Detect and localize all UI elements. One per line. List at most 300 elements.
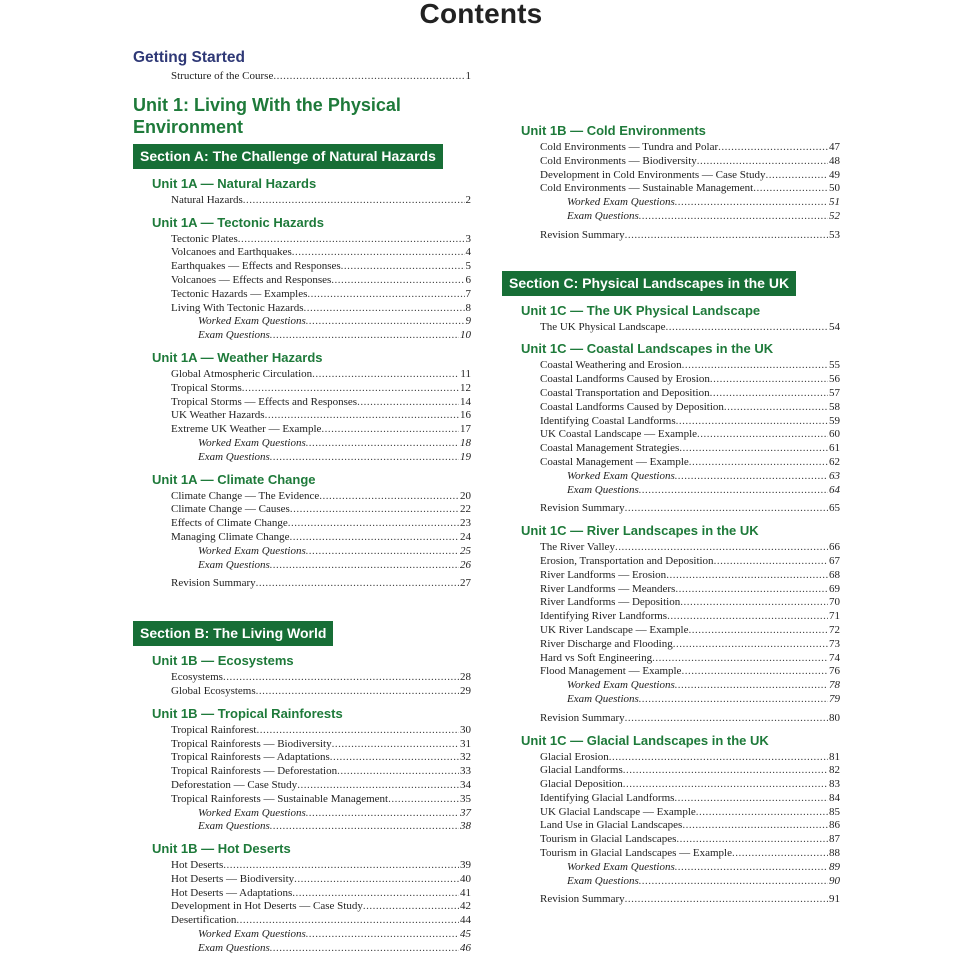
dot-leader	[307, 288, 464, 302]
entry-title: Global Atmospheric Circulation	[171, 367, 313, 380]
toc-entry	[567, 484, 840, 498]
dot-leader	[718, 141, 828, 155]
entry-title: Tropical Storms — Effects and Responses	[171, 395, 358, 408]
dot-leader	[236, 914, 459, 928]
toc-entry	[171, 900, 471, 914]
entry-title: Glacial Erosion	[540, 750, 609, 763]
entry-title: Worked Exam Questions	[198, 315, 306, 328]
toc-entry	[540, 893, 840, 907]
toc-entry	[171, 233, 471, 247]
entry-page-number: 11	[460, 367, 471, 380]
entry-page-number: 12	[460, 381, 471, 394]
entry-page-number: 38	[460, 820, 471, 833]
dot-leader	[675, 470, 828, 484]
dot-leader	[666, 569, 828, 583]
entry-title: Living With Tectonic Hazards	[171, 301, 304, 314]
entry-page-number: 58	[829, 400, 840, 413]
hot-deserts-heading: Unit 1B — Hot Deserts	[152, 841, 291, 857]
entry-title: Worked Exam Questions	[567, 196, 675, 209]
toc-entry	[171, 288, 471, 302]
coastal-landscapes-heading: Unit 1C — Coastal Landscapes in the UK	[521, 341, 774, 357]
entry-page-number: 8	[465, 301, 471, 314]
entry-title: Worked Exam Questions	[198, 436, 306, 449]
entry-title: Extreme UK Weather — Example	[171, 423, 322, 436]
entry-title: Exam Questions	[198, 941, 270, 954]
dot-leader	[319, 490, 459, 504]
entry-page-number: 31	[460, 737, 471, 750]
entry-title: Tropical Storms	[171, 381, 242, 394]
toc-entry	[540, 229, 840, 243]
entry-title: Hot Deserts — Biodiversity	[171, 872, 295, 885]
dot-leader	[256, 724, 459, 738]
toc-entry	[540, 456, 840, 470]
coastal-landscapes-entries	[502, 359, 840, 516]
dot-leader	[331, 274, 464, 288]
entry-title: Coastal Management Strategies	[540, 442, 680, 455]
entry-page-number: 4	[465, 246, 471, 259]
entry-title: Development in Hot Deserts — Case Study	[171, 900, 363, 913]
cold-environments-heading: Unit 1B — Cold Environments	[521, 123, 706, 138]
entry-title: Coastal Landforms Caused by Deposition	[540, 400, 724, 413]
dot-leader	[306, 545, 459, 559]
entry-title: Natural Hazards	[171, 193, 243, 206]
entry-page-number: 66	[829, 541, 840, 554]
dot-leader	[238, 233, 465, 247]
entry-title: Worked Exam Questions	[567, 679, 675, 692]
toc-entry	[567, 470, 840, 484]
ecosystems-entries	[133, 671, 471, 699]
section-b-banner: Section B: The Living World	[133, 621, 333, 646]
climate-change-heading: Unit 1A — Climate Change	[152, 471, 316, 487]
entry-title: Exam Questions	[198, 450, 270, 463]
entry-title: Tectonic Plates	[171, 232, 238, 245]
toc-entry	[567, 679, 840, 693]
entry-title: Hard vs Soft Engineering	[540, 651, 653, 664]
entry-page-number: 17	[460, 423, 471, 436]
natural-hazards-entries	[133, 194, 471, 208]
entry-page-number: 55	[829, 359, 840, 372]
entry-page-number: 18	[460, 436, 471, 449]
dot-leader	[689, 456, 828, 470]
entry-page-number: 1	[465, 70, 471, 82]
toc-entry	[540, 778, 840, 792]
entry-title: Worked Exam Questions	[567, 469, 675, 482]
entry-title: Volcanoes — Effects and Responses	[171, 273, 332, 286]
dot-leader	[639, 210, 828, 224]
entry-page-number: 23	[460, 517, 471, 530]
entry-page-number: 45	[460, 928, 471, 941]
entry-title: Ecosystems	[171, 671, 223, 684]
toc-entry	[540, 583, 840, 597]
dot-leader	[682, 819, 828, 833]
toc-entry	[540, 751, 840, 765]
toc-entry	[540, 665, 840, 679]
uk-physical-landscape-heading: Unit 1C — The UK Physical Landscape	[521, 302, 761, 318]
dot-leader	[388, 793, 459, 807]
entry-page-number: 56	[829, 373, 840, 386]
entry-page-number: 44	[460, 914, 471, 927]
entry-page-number: 71	[829, 610, 840, 623]
toc-entry	[567, 875, 840, 889]
entry-page-number: 20	[460, 489, 471, 502]
weather-hazards-entries	[133, 368, 471, 465]
entry-title: Revision Summary	[540, 228, 625, 241]
dot-leader	[265, 409, 459, 423]
entry-title: Effects of Climate Change	[171, 517, 288, 530]
toc-entry	[198, 820, 471, 834]
entry-title: UK Coastal Landscape — Example	[540, 428, 698, 441]
entry-page-number: 26	[460, 558, 471, 571]
dot-leader	[623, 764, 828, 778]
toc-entry	[540, 155, 840, 169]
entry-title: Exam Questions	[198, 820, 270, 833]
dot-leader	[724, 401, 828, 415]
toc-entry	[171, 738, 471, 752]
entry-title: Hot Deserts	[171, 859, 224, 872]
dot-leader	[223, 671, 459, 685]
entry-page-number: 84	[829, 791, 840, 804]
entry-page-number: 85	[829, 805, 840, 818]
toc-entry	[171, 751, 471, 765]
toc-entry	[198, 942, 471, 956]
entry-title: Revision Summary	[540, 502, 625, 515]
entry-title: Hot Deserts — Adaptations	[171, 886, 293, 899]
entry-title: Coastal Weathering and Erosion	[540, 359, 682, 372]
entry-title: Identifying River Landforms	[540, 610, 668, 623]
entry-page-number: 63	[829, 469, 840, 482]
entry-page-number: 41	[460, 886, 471, 899]
entry-page-number: 70	[829, 596, 840, 609]
entry-title: Revision Summary	[540, 893, 625, 906]
natural-hazards-heading: Unit 1A — Natural Hazards	[152, 175, 317, 191]
dot-leader	[306, 315, 465, 329]
toc-entry	[171, 793, 471, 807]
weather-hazards-heading: Unit 1A — Weather Hazards	[152, 349, 323, 365]
toc-entry	[540, 555, 840, 569]
toc-entry	[540, 819, 840, 833]
dot-leader	[357, 396, 459, 410]
entry-page-number: 25	[460, 544, 471, 557]
entry-title: River Landforms — Deposition	[540, 596, 681, 609]
entry-page-number: 86	[829, 819, 840, 832]
entry-page-number: 47	[829, 141, 840, 153]
entry-title: Coastal Landforms Caused by Erosion	[540, 373, 710, 386]
toc-entry	[540, 833, 840, 847]
entry-page-number: 29	[460, 684, 471, 697]
river-landscapes-heading: Unit 1C — River Landscapes in the UK	[521, 523, 759, 539]
dot-leader	[697, 155, 828, 169]
entry-title: Tropical Rainforests — Deforestation	[171, 765, 338, 778]
entry-page-number: 64	[829, 483, 840, 496]
section-c-banner: Section C: Physical Landscapes in the UK	[502, 271, 796, 296]
dot-leader	[312, 368, 459, 382]
dot-leader	[697, 428, 828, 442]
entry-page-number: 22	[460, 503, 471, 516]
toc-entry	[540, 415, 840, 429]
entry-page-number: 67	[829, 554, 840, 567]
section-a-banner: Section A: The Challenge of Natural Hazards	[133, 144, 443, 169]
dot-leader	[256, 685, 459, 699]
toc-entry	[567, 196, 840, 210]
toc-entry	[540, 610, 840, 624]
dot-leader	[625, 229, 828, 243]
dot-leader	[290, 503, 459, 517]
toc-entry	[540, 541, 840, 555]
toc-entry	[540, 847, 840, 861]
entry-title: River Landforms — Meanders	[540, 582, 676, 595]
entry-page-number: 3	[465, 232, 471, 245]
tectonic-hazards-entries	[133, 233, 471, 343]
dot-leader	[337, 765, 459, 779]
toc-entry	[198, 451, 471, 465]
dot-leader	[306, 807, 459, 821]
entry-page-number: 57	[829, 386, 840, 399]
entry-title: Earthquakes — Effects and Responses	[171, 260, 341, 273]
dot-leader	[675, 583, 828, 597]
entry-page-number: 78	[829, 679, 840, 692]
entry-page-number: 24	[460, 530, 471, 543]
dot-leader	[652, 652, 828, 666]
toc-entry	[171, 274, 471, 288]
dot-leader	[321, 423, 459, 437]
dot-leader	[294, 873, 459, 887]
entry-page-number: 90	[829, 874, 840, 887]
river-landscapes-entries	[502, 541, 840, 725]
dot-leader	[625, 502, 828, 516]
dot-leader	[223, 859, 459, 873]
entry-page-number: 48	[829, 154, 840, 167]
toc-entry	[171, 914, 471, 928]
toc-entry	[171, 685, 471, 699]
dot-leader	[297, 779, 459, 793]
climate-change-entries	[133, 490, 471, 592]
toc-entry	[171, 194, 471, 208]
entry-title: River Landforms — Erosion	[540, 568, 667, 581]
entry-page-number: 89	[829, 860, 840, 873]
toc-entry	[171, 368, 471, 382]
entry-page-number: 62	[829, 455, 840, 468]
entry-page-number: 7	[465, 287, 471, 300]
entry-title: Tropical Rainforests — Sustainable Management	[171, 792, 389, 805]
toc-entry	[171, 503, 471, 517]
dot-leader	[303, 302, 464, 316]
entry-page-number: 50	[829, 182, 840, 195]
entry-title: Coastal Management — Example	[540, 455, 689, 468]
glacial-landscapes-heading: Unit 1C — Glacial Landscapes in the UK	[521, 732, 769, 748]
toc-entry	[171, 246, 471, 260]
toc-entry	[567, 861, 840, 875]
entry-title: Worked Exam Questions	[198, 544, 306, 557]
toc-entry	[540, 442, 840, 456]
entry-title: Worked Exam Questions	[198, 928, 306, 941]
entry-page-number: 69	[829, 582, 840, 595]
toc-entry	[198, 315, 471, 329]
toc-entry	[540, 792, 840, 806]
entry-page-number: 51	[829, 196, 840, 209]
toc-entry	[540, 141, 840, 155]
toc-entry	[171, 724, 471, 738]
dot-leader	[710, 387, 828, 401]
entry-page-number: 5	[465, 260, 471, 273]
entry-title: Glacial Landforms	[540, 764, 623, 777]
dot-leader	[753, 182, 828, 196]
dot-leader	[270, 820, 459, 834]
entry-title: Identifying Coastal Landforms	[540, 414, 676, 427]
dot-leader	[674, 792, 828, 806]
toc-entry	[540, 182, 840, 196]
entry-page-number: 80	[829, 711, 840, 724]
entry-title: Desertification	[171, 914, 237, 927]
entry-page-number: 91	[829, 893, 840, 906]
dot-leader	[273, 70, 464, 84]
toc-entry	[540, 502, 840, 516]
left-column	[133, 48, 471, 962]
entry-page-number: 37	[460, 806, 471, 819]
entry-page-number: 16	[460, 409, 471, 422]
page-title: Contents	[419, 0, 543, 29]
toc-entry	[540, 321, 840, 335]
entry-title: Land Use in Glacial Landscapes	[540, 819, 683, 832]
toc-entry	[540, 401, 840, 415]
entry-page-number: 10	[460, 329, 471, 342]
getting-started-heading: Getting Started	[133, 49, 245, 66]
toc-entry	[567, 693, 840, 707]
entry-title: Flood Management — Example	[540, 665, 682, 678]
toc-entry	[540, 764, 840, 778]
toc-entry	[171, 382, 471, 396]
toc-entry	[567, 210, 840, 224]
toc-entry	[171, 260, 471, 274]
dot-leader	[363, 900, 459, 914]
toc-entry	[540, 806, 840, 820]
entry-page-number: 19	[460, 450, 471, 463]
entry-page-number: 82	[829, 764, 840, 777]
glacial-landscapes-entries	[502, 751, 840, 908]
dot-leader	[675, 196, 828, 210]
entry-title: Exam Questions	[567, 483, 639, 496]
toc-entry	[171, 873, 471, 887]
toc-entry	[171, 531, 471, 545]
entry-page-number: 74	[829, 651, 840, 664]
dot-leader	[615, 541, 828, 555]
dot-leader	[306, 437, 459, 451]
cold-environments-entries	[502, 141, 840, 243]
dot-leader	[675, 679, 828, 693]
toc-entry	[171, 423, 471, 437]
dot-leader	[330, 751, 459, 765]
dot-leader	[639, 484, 828, 498]
entry-page-number: 6	[465, 273, 471, 286]
entry-title: Exam Questions	[198, 558, 270, 571]
entry-page-number: 9	[465, 315, 471, 328]
entry-page-number: 42	[460, 900, 471, 913]
dot-leader	[242, 382, 459, 396]
entry-title: River Discharge and Flooding	[540, 637, 673, 650]
tropical-rainforests-entries	[133, 724, 471, 834]
toc-entry	[198, 437, 471, 451]
entry-title: UK River Landscape — Example	[540, 623, 689, 636]
toc-entry	[171, 671, 471, 685]
dot-leader	[292, 887, 459, 901]
entry-title: Deforestation — Case Study	[171, 778, 298, 791]
dot-leader	[256, 577, 459, 591]
toc-entry	[171, 779, 471, 793]
dot-leader	[609, 751, 828, 765]
toc-entry	[171, 577, 471, 591]
tectonic-hazards-heading: Unit 1A — Tectonic Hazards	[152, 214, 324, 230]
toc-entry	[171, 887, 471, 901]
hot-deserts-entries	[133, 859, 471, 956]
entry-page-number: 60	[829, 428, 840, 441]
toc-entry	[540, 169, 840, 183]
toc-entry	[171, 765, 471, 779]
entry-page-number: 33	[460, 765, 471, 778]
entry-title: Revision Summary	[171, 577, 256, 590]
entry-page-number: 27	[460, 577, 471, 590]
toc-entry	[540, 569, 840, 583]
entry-page-number: 59	[829, 414, 840, 427]
dot-leader	[623, 778, 828, 792]
entry-page-number: 88	[829, 847, 840, 860]
entry-title: Tourism in Glacial Landscapes — Example	[540, 847, 732, 860]
entry-page-number: 46	[460, 941, 471, 954]
uk-physical-landscape-entries	[502, 321, 840, 335]
entry-page-number: 39	[460, 859, 471, 872]
toc-entry	[540, 359, 840, 373]
entry-title: Glacial Deposition	[540, 778, 623, 791]
toc-entry	[198, 545, 471, 559]
toc-entry	[171, 70, 471, 84]
dot-leader	[243, 194, 465, 208]
entry-title: Managing Climate Change	[171, 530, 290, 543]
entry-title: Global Ecosystems	[171, 684, 256, 697]
dot-leader	[696, 806, 828, 820]
dot-leader	[332, 738, 459, 752]
entry-page-number: 65	[829, 502, 840, 515]
entry-title: Tropical Rainforests — Adaptations	[171, 751, 330, 764]
entry-page-number: 32	[460, 751, 471, 764]
entry-title: Exam Questions	[567, 874, 639, 887]
entry-title: The UK Physical Landscape	[540, 320, 666, 333]
entry-page-number: 76	[829, 665, 840, 678]
entry-page-number: 87	[829, 833, 840, 846]
entry-title: UK Glacial Landscape — Example	[540, 805, 696, 818]
dot-leader	[765, 169, 828, 183]
entry-page-number: 61	[829, 442, 840, 455]
toc-entry	[171, 490, 471, 504]
toc-entry	[171, 302, 471, 316]
toc-entry	[540, 652, 840, 666]
toc-entry	[540, 387, 840, 401]
dot-leader	[667, 610, 828, 624]
entry-page-number: 52	[829, 209, 840, 222]
entry-title: Cold Environments — Biodiversity	[540, 154, 697, 167]
entry-page-number: 68	[829, 568, 840, 581]
dot-leader	[675, 861, 828, 875]
entry-page-number: 30	[460, 723, 471, 736]
entry-title: UK Weather Hazards	[171, 409, 265, 422]
entry-title: Cold Environments — Tundra and Polar	[540, 141, 719, 153]
toc-entry	[171, 517, 471, 531]
entry-title: Exam Questions	[567, 209, 639, 222]
entry-title: Tropical Rainforests — Biodiversity	[171, 737, 332, 750]
toc-entry	[171, 409, 471, 423]
entry-title: Tectonic Hazards — Examples	[171, 287, 308, 300]
dot-leader	[306, 928, 459, 942]
entry-page-number: 73	[829, 637, 840, 650]
entry-title: Cold Environments — Sustainable Management	[540, 182, 754, 195]
dot-leader	[625, 893, 828, 907]
